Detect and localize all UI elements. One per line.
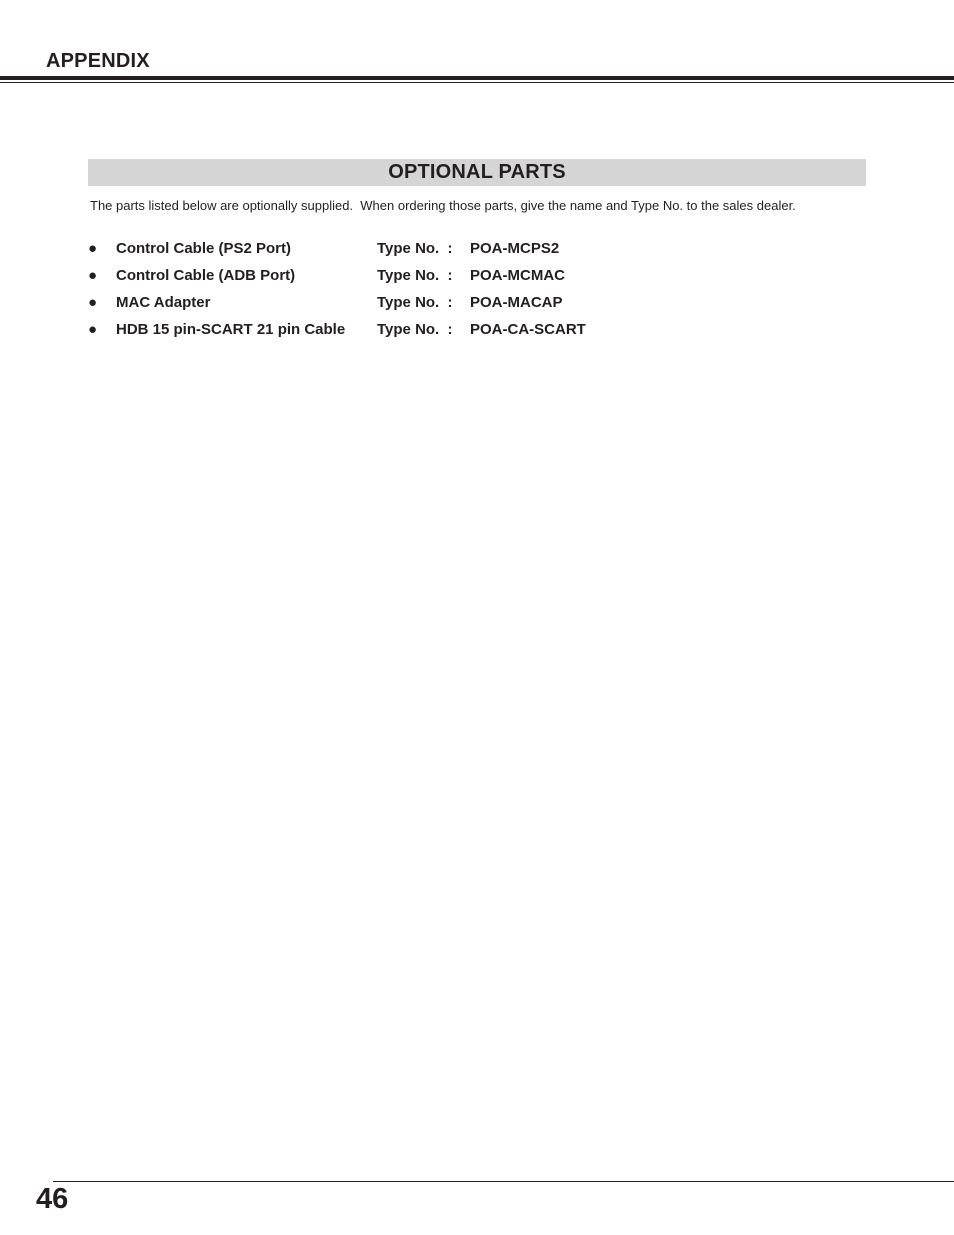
intro-text: The parts listed below are optionally supplied. When ordering those parts, give the name and Type No. to the sales dealer. bbox=[90, 198, 796, 213]
bullet-icon: ● bbox=[88, 240, 98, 257]
parts-list bbox=[88, 235, 630, 343]
type-label: Type No. : bbox=[377, 267, 453, 284]
banner-title: OPTIONAL PARTS bbox=[388, 161, 566, 183]
part-row bbox=[88, 289, 630, 316]
type-number: POA-MCPS2 bbox=[470, 240, 560, 257]
bullet-icon: ● bbox=[88, 267, 98, 284]
part-name: Control Cable (ADB Port) bbox=[116, 267, 296, 284]
type-number: POA-MCMAC bbox=[470, 267, 565, 284]
section-title: APPENDIX bbox=[46, 50, 150, 72]
part-name: MAC Adapter bbox=[116, 294, 211, 311]
footer-rule bbox=[53, 1181, 954, 1182]
type-number: POA-CA-SCART bbox=[470, 321, 586, 338]
optional-parts-banner bbox=[88, 159, 866, 186]
header-rule-thick bbox=[0, 76, 954, 80]
type-label: Type No. : bbox=[377, 294, 453, 311]
bullet-icon: ● bbox=[88, 321, 98, 338]
type-number: POA-MACAP bbox=[470, 294, 563, 311]
type-label: Type No. : bbox=[377, 240, 453, 257]
bullet-icon: ● bbox=[88, 294, 98, 311]
type-label: Type No. : bbox=[377, 321, 453, 338]
part-row bbox=[88, 316, 630, 343]
part-name: HDB 15 pin-SCART 21 pin Cable bbox=[116, 321, 346, 338]
part-row bbox=[88, 235, 630, 262]
page-number: 46 bbox=[36, 1183, 69, 1215]
part-row bbox=[88, 262, 630, 289]
header-rule-thin bbox=[0, 82, 954, 83]
part-name: Control Cable (PS2 Port) bbox=[116, 240, 292, 257]
